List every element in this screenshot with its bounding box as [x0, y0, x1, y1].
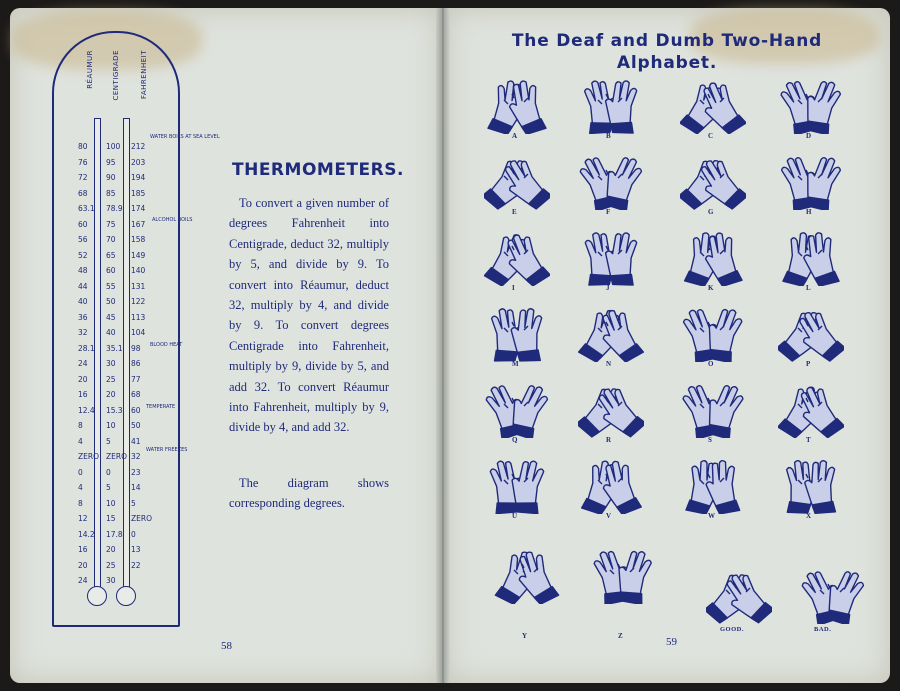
fahrenheit-value: 0	[131, 529, 136, 539]
reaumur-value: 24	[78, 576, 88, 585]
alphabet-title	[462, 30, 872, 74]
centigrade-value: 17.8	[106, 529, 123, 539]
scale-heading-reaumur: RÉAUMUR	[86, 50, 94, 89]
fahrenheit-value: 32	[131, 452, 141, 461]
letter-label: I	[512, 284, 515, 292]
fahrenheit-value: 14	[131, 483, 141, 492]
scale-heading-centigrade: CENTIGRADE	[112, 50, 120, 101]
letter-label: Q	[512, 436, 518, 444]
letter-label: S	[708, 436, 712, 444]
title-line-1: The Deaf and Dumb Two-Hand	[511, 31, 823, 51]
fahrenheit-value: 158	[131, 235, 146, 244]
hand-sign-w	[680, 450, 746, 514]
bad-label: BAD.	[814, 626, 832, 633]
fahrenheit-value: 203	[131, 157, 146, 167]
centigrade-value: 60	[106, 266, 116, 275]
centigrade-value: 95	[106, 157, 116, 167]
fahrenheit-value: 212	[131, 142, 146, 151]
centigrade-value: 100	[106, 142, 121, 151]
reaumur-value: 24	[78, 359, 88, 368]
centigrade-value: 55	[106, 281, 116, 291]
reaumur-value: 48	[78, 266, 88, 275]
letter-label: X	[806, 512, 812, 520]
centigrade-value: 85	[106, 188, 116, 198]
reaumur-value: 76	[78, 157, 88, 167]
fahrenheit-value: 149	[131, 250, 146, 260]
letter-label: N	[606, 360, 612, 368]
hand-sign-b	[578, 70, 644, 134]
fahrenheit-value: 194	[131, 173, 146, 182]
letter-label: U	[512, 512, 518, 520]
centigrade-value: 90	[106, 173, 116, 182]
reaumur-value: 40	[78, 297, 88, 306]
good-label: GOOD.	[720, 626, 744, 633]
hand-sign-a	[484, 70, 550, 134]
letter-label: T	[806, 436, 811, 444]
fahrenheit-value: 50	[131, 421, 141, 430]
hand-sign-bad	[800, 560, 866, 624]
letter-label: Y	[522, 632, 528, 640]
fahrenheit-value: 86	[131, 359, 141, 368]
note-temperate: TEMPERATE	[146, 404, 176, 410]
centigrade-value: 25	[106, 560, 116, 570]
reaumur-value: ZERO	[78, 452, 99, 461]
note-blood-heat: BLOOD HEAT	[150, 342, 183, 348]
fahrenheit-value: 13	[131, 545, 141, 554]
reaumur-value: 28.1	[78, 343, 95, 353]
fahrenheit-tube	[123, 118, 130, 587]
hand-sign-k	[680, 222, 746, 286]
hand-sign-u	[484, 450, 550, 514]
hand-sign-s	[680, 374, 746, 438]
fahrenheit-value: 5	[131, 498, 136, 508]
hand-sign-g	[680, 146, 746, 210]
reaumur-value: 16	[78, 390, 88, 399]
reaumur-value: 14.2	[78, 529, 95, 539]
letter-label: W	[708, 512, 715, 520]
centigrade-value: 15	[106, 514, 116, 523]
fahrenheit-value: 77	[131, 374, 141, 384]
centigrade-value: 65	[106, 250, 116, 260]
letter-label: A	[512, 132, 518, 140]
hand-sign-f	[578, 146, 644, 210]
hand-sign-v	[578, 450, 644, 514]
hand-sign-o	[680, 298, 746, 362]
hand-sign-h	[778, 146, 844, 210]
centigrade-value: 10	[106, 421, 116, 430]
letter-label: P	[806, 360, 811, 368]
centigrade-value: 20	[106, 390, 116, 399]
centigrade-value: 45	[106, 312, 116, 322]
centigrade-value: 40	[106, 328, 116, 337]
reaumur-value: 63.1	[78, 204, 95, 213]
reaumur-value: 52	[78, 250, 88, 260]
letter-label: B	[606, 132, 611, 140]
fahrenheit-value: 41	[131, 436, 141, 446]
letter-label: F	[606, 208, 611, 216]
reaumur-tube	[94, 118, 101, 587]
reaumur-value: 80	[78, 142, 88, 151]
fahrenheit-value: ZERO	[131, 514, 152, 523]
reaumur-value: 44	[78, 281, 88, 291]
title-line-2: Alphabet.	[616, 53, 718, 73]
conversion-paragraph: To convert a given number of degrees Fahrenheit into Centigrade, deduct 32, multiply by 5, and divide by 9. To convert into Réaumur, deduct 32, multiply by 4, and divide by 9. To convert degrees Centigrade into Fahrenheit, multiply by 9, divide by 5, and add 32. To convert Réaumur into Fahrenheit, multiply by 9, divide by 4, and add 32.	[229, 196, 389, 435]
fahrenheit-value: 122	[131, 297, 146, 306]
centigrade-value: 78.9	[106, 204, 123, 213]
letter-label: E	[512, 208, 517, 216]
reaumur-value: 32	[78, 328, 88, 337]
fahrenheit-value: 113	[131, 312, 146, 322]
hand-sign-c	[680, 70, 746, 134]
letter-label: H	[806, 208, 812, 216]
centigrade-value: 30	[106, 576, 116, 585]
reaumur-value: 12.4	[78, 405, 95, 415]
book-gutter	[436, 8, 450, 683]
note-water-boils: WATER BOILS AT SEA LEVEL	[150, 134, 220, 140]
hand-sign-t	[778, 374, 844, 438]
scale-heading-fahrenheit: FAHRENHEIT	[140, 50, 148, 99]
hand-sign-y	[494, 540, 560, 604]
centigrade-value: 5	[106, 436, 111, 446]
hand-sign-m	[484, 298, 550, 362]
letter-label: L	[806, 284, 811, 292]
letter-label: K	[708, 284, 714, 292]
reaumur-value: 8	[78, 421, 83, 430]
hand-sign-z	[590, 540, 656, 604]
centigrade-value: ZERO	[106, 452, 127, 461]
letter-label: O	[708, 360, 714, 368]
centigrade-value: 70	[106, 235, 116, 244]
letter-label: D	[806, 132, 812, 140]
reaumur-value: 12	[78, 514, 88, 523]
reaumur-value: 56	[78, 235, 88, 244]
letter-label: G	[708, 208, 714, 216]
hand-sign-i	[484, 222, 550, 286]
centigrade-value: 30	[106, 359, 116, 368]
fahrenheit-value: 167	[131, 219, 146, 229]
centigrade-value: 15.3	[106, 405, 123, 415]
reaumur-value: 20	[78, 374, 88, 384]
reaumur-value: 20	[78, 560, 88, 570]
letter-label: Z	[618, 632, 623, 640]
reaumur-value: 4	[78, 483, 83, 492]
letter-label: M	[512, 360, 519, 368]
centigrade-value: 0	[106, 467, 111, 477]
fahrenheit-value: 23	[131, 467, 141, 477]
reaumur-value: 68	[78, 188, 88, 198]
page-number-left: 58	[221, 640, 232, 652]
centigrade-value: 25	[106, 374, 116, 384]
centigrade-value: 5	[106, 483, 111, 492]
hand-sign-q	[484, 374, 550, 438]
fahrenheit-bulb	[116, 586, 136, 606]
fahrenheit-value: 185	[131, 188, 146, 198]
section-heading: THERMOMETERS.	[232, 160, 404, 180]
reaumur-value: 4	[78, 436, 83, 446]
hand-sign-l	[778, 222, 844, 286]
fahrenheit-value: 140	[131, 266, 146, 275]
reaumur-value: 36	[78, 312, 88, 322]
page-number-right: 59	[666, 636, 677, 648]
fahrenheit-value: 98	[131, 343, 141, 353]
reaumur-value: 72	[78, 173, 88, 182]
reaumur-value: 16	[78, 545, 88, 554]
fahrenheit-value: 131	[131, 281, 146, 291]
reaumur-value: 8	[78, 498, 83, 508]
hand-sign-r	[578, 374, 644, 438]
reaumur-value: 60	[78, 219, 88, 229]
letter-label: V	[606, 512, 612, 520]
hand-sign-p	[778, 298, 844, 362]
letter-label: J	[606, 284, 610, 292]
hand-sign-j	[578, 222, 644, 286]
reaumur-bulb	[87, 586, 107, 606]
letter-label: R	[606, 436, 612, 444]
centigrade-value: 50	[106, 297, 116, 306]
hand-sign-good	[706, 560, 772, 624]
note-water-freezes: WATER FREEZES	[146, 447, 188, 453]
fahrenheit-value: 22	[131, 560, 141, 570]
fahrenheit-value: 60	[131, 405, 141, 415]
note-alcohol-boils: ALCOHOL BOILS	[152, 217, 193, 223]
fahrenheit-value: 68	[131, 390, 141, 399]
centigrade-value: 35.1	[106, 343, 123, 353]
fahrenheit-value: 104	[131, 328, 146, 337]
hand-sign-d	[778, 70, 844, 134]
letter-label: C	[708, 132, 714, 140]
hand-sign-x	[778, 450, 844, 514]
centigrade-value: 10	[106, 498, 116, 508]
centigrade-value: 75	[106, 219, 116, 229]
fahrenheit-value: 174	[131, 204, 146, 213]
diagram-paragraph: The diagram shows corresponding degrees.	[229, 476, 389, 511]
hand-sign-e	[484, 146, 550, 210]
hand-sign-n	[578, 298, 644, 362]
reaumur-value: 0	[78, 467, 83, 477]
centigrade-value: 20	[106, 545, 116, 554]
